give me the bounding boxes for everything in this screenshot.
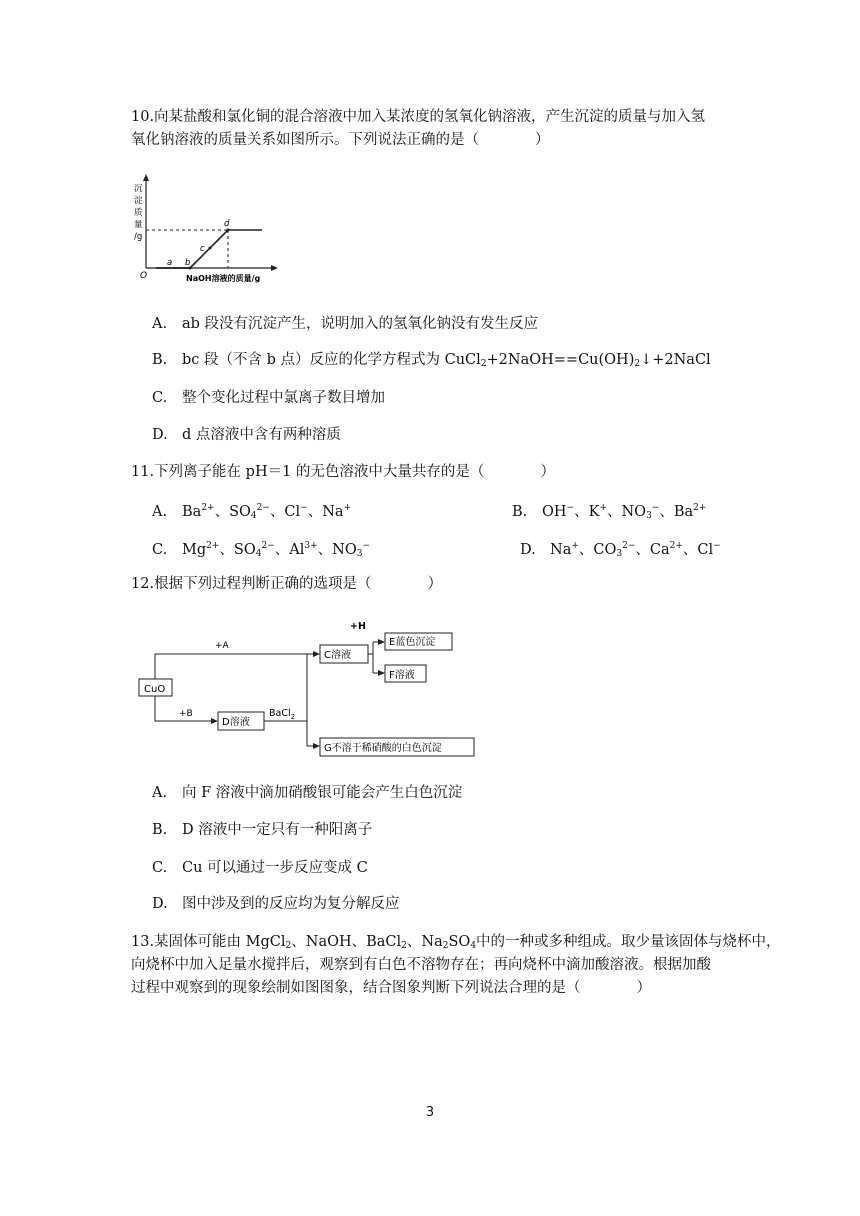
q13-stem-line1: 13.某固体可能由 MgCl$_2$、NaOH、BaCl$_2$、$Na_2SO_4$中的一种或多种组成。取少量该固体与烧杯中， (131, 934, 781, 951)
diagram-plus-h: +H (350, 621, 366, 632)
diagram-g-precipitate: G不溶于稀硝酸的白色沉淀 (324, 743, 442, 754)
graph-point-a: a (167, 258, 173, 268)
graph-point-c: c (200, 244, 205, 254)
q10-stem-text: 氧化钠溶液的质量关系如图所示。下列说法正确的是（ (131, 132, 479, 148)
q12-option-c: C. Cu 可以通过一步反应变成 C (152, 860, 368, 876)
graph-origin: O (140, 271, 148, 281)
q10-option-c: C. 整个变化过程中氯离子数目增加 (152, 390, 385, 406)
diagram-d-solution: D溶液 (222, 717, 250, 728)
q10-stem-line1: 10.向某盐酸和氯化铜的混合溶液中加入某浓度的氢氧化钠溶液，产生沉淀的质量与加入氢 (131, 109, 706, 125)
q12-stem: 12.根据下列过程判断正确的选项是（ ） (131, 576, 443, 592)
diagram-bacl2: BaCl$_2$ (269, 708, 296, 721)
graph-ylabel-4: 量 (134, 220, 143, 230)
q10-option-d: D. d 点溶液中含有两种溶质 (152, 427, 341, 443)
graph-ylabel-5: /g (134, 232, 143, 242)
q12-option-b: B. D 溶液中一定只有一种阳离子 (152, 822, 373, 838)
q12-flow-diagram (135, 615, 480, 760)
diagram-plus-b: +B (179, 709, 193, 719)
graph-point-d: d (224, 219, 230, 229)
q10-stem-line2 (131, 130, 550, 150)
diagram-cuo: CuO (144, 684, 166, 695)
q11-option-b: B. OH−、K+、$NO_3^-$、$Ba^{2+}$ (512, 503, 707, 521)
q10-stem-close: ） (535, 132, 550, 148)
graph-point-b: b (185, 258, 191, 268)
diagram-c-solution: C溶液 (324, 650, 351, 661)
q11-option-a: A. $Ba^{2+}$、$SO_4^{2-}$、Cl−、Na+ (152, 503, 352, 521)
diagram-e-precipitate: E蓝色沉淀 (389, 637, 436, 648)
q12-option-d: D. 图中涉及到的反应均为复分解反应 (152, 896, 400, 912)
q11-option-cd-row (152, 536, 721, 564)
diagram-plus-a: +A (215, 641, 229, 651)
q11-option-ab-row (152, 498, 707, 526)
q13-stem-line2: 向烧杯中加入足量水搅拌后，观察到有白色不溶物存在；再向烧杯中滴加酸溶液。根据加酸 (131, 957, 711, 973)
q11-stem: 11.下列离子能在 pH＝1 的无色溶液中大量共存的是（ ） (131, 464, 555, 480)
graph-ylabel-1: 沉 (134, 184, 143, 194)
q11-option-d: D. Na+、$CO_3^{2-}$、$Ca^{2+}$、Cl− (520, 541, 721, 559)
graph-ylabel-3: 质 (134, 208, 143, 218)
page-number: 3 (425, 1105, 435, 1120)
q12-option-a: A. 向 F 溶液中滴加硝酸银可能会产生白色沉淀 (152, 785, 463, 801)
q10-precipitate-graph (134, 172, 284, 284)
q10-option-a: A. ab 段没有沉淀产生，说明加入的氢氧化钠没有发生反应 (152, 316, 539, 332)
q13-stem-line3: 过程中观察到的现象绘制如图图象，结合图象判断下列说法合理的是（ ） (131, 980, 651, 996)
graph-ylabel-2: 淀 (134, 196, 143, 206)
graph-xlabel: NaOH溶液的质量/g (186, 274, 261, 283)
diagram-f-solution: F溶液 (389, 670, 415, 681)
q11-option-c: C. $Mg^{2+}$、$SO_4^{2-}$、$Al^{3+}$、$NO_3^-$ (152, 541, 371, 559)
q10-option-b: B. bc 段（不含 b 点）反应的化学方程式为 $CuCl_2+2NaOH==Cu(OH)_2↓+2NaCl$ (152, 352, 711, 369)
